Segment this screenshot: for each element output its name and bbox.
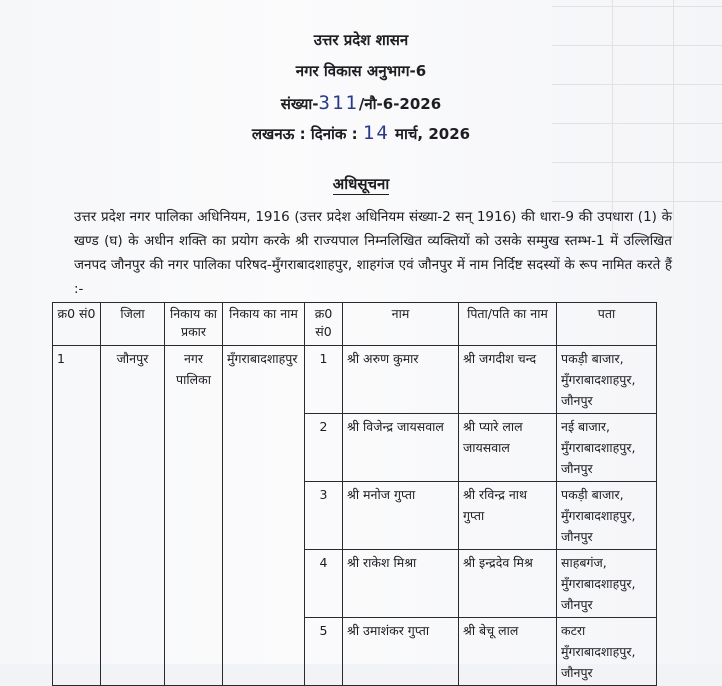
- date-label: लखनऊ : दिनांक :: [251, 125, 358, 143]
- member-sno: 4: [305, 550, 343, 618]
- member-sno: 3: [305, 482, 343, 550]
- group-sno: 1: [53, 346, 101, 686]
- member-address: पकड़ी बाजार, मुँगराबादशाहपुर, जौनपुर: [557, 346, 657, 414]
- member-father: श्री बेचू लाल: [459, 618, 557, 686]
- table-row: [53, 346, 657, 414]
- notification-paragraph: उत्तर प्रदेश नगर पालिका अधिनियम, 1916 (उत्तर प्रदेश अधिनियम संख्या-2 सन् 1916) की धारा-9 की उपधारा (1) के खण्ड (घ) के अधीन शक्ति का प्रयोग करके श्री राज्यपाल निम्नलिखित व्यक्तियों को उसके सम्मुख स्तम्भ-1 में उल्लिखित जनपद जौनपुर की नगर पालिका परिषद-मुँगराबादशाहपुर, शाहगंज एवं जौनपुर में नाम निर्दिष्ट सदस्यों के रूप नामित करते हैं :-: [74, 209, 672, 297]
- member-name: श्री मनोज गुप्ता: [343, 482, 459, 550]
- members-table: [52, 302, 657, 686]
- col-header-body-name: निकाय का नाम: [223, 303, 305, 346]
- col-header-body-type: निकाय का प्रकार: [165, 303, 223, 346]
- col-header-address: पता: [557, 303, 657, 346]
- table-header-row: [53, 303, 657, 346]
- member-sno: 5: [305, 618, 343, 686]
- number-suffix: /नौ-6-2026: [358, 95, 442, 113]
- col-header-district: जिला: [101, 303, 165, 346]
- member-father: श्री जगदीश चन्द: [459, 346, 557, 414]
- member-name: श्री विजेन्द्र जायसवाल: [343, 414, 459, 482]
- member-address: साहबगंज, मुँगराबादशाहपुर, जौनपुर: [557, 550, 657, 618]
- member-name: श्री अरुण कुमार: [343, 346, 459, 414]
- col-header-member-sno: क्र0 सं0: [305, 303, 343, 346]
- col-header-sno: क्र0 सं0: [53, 303, 101, 346]
- group-body-type: नगर पालिका: [165, 346, 223, 686]
- member-address: नई बाजार, मुँगराबादशाहपुर, जौनपुर: [557, 414, 657, 482]
- member-name: श्री उमाशंकर गुप्ता: [343, 618, 459, 686]
- header-date: [0, 122, 722, 144]
- header-number: [0, 92, 722, 114]
- date-suffix: मार्च, 2026: [395, 125, 471, 143]
- member-father: श्री रविन्द्र नाथ गुप्ता: [459, 482, 557, 550]
- number-label: संख्या-: [280, 95, 319, 113]
- group-district: जौनपुर: [101, 346, 165, 686]
- group-body-name: मुँगराबादशाहपुर: [223, 346, 305, 686]
- member-address: पकड़ी बाजार, मुँगराबादशाहपुर, जौनपुर: [557, 482, 657, 550]
- col-header-name: नाम: [343, 303, 459, 346]
- member-sno: 1: [305, 346, 343, 414]
- header-govt: उत्तर प्रदेश शासन: [313, 31, 409, 49]
- member-address: कटरा मुँगराबादशाहपुर, जौनपुर: [557, 618, 657, 686]
- number-handwritten: 311: [318, 92, 359, 114]
- member-sno: 2: [305, 414, 343, 482]
- member-father: श्री प्यारे लाल जायसवाल: [459, 414, 557, 482]
- member-name: श्री राकेश मिश्रा: [343, 550, 459, 618]
- date-handwritten: 14: [362, 122, 390, 144]
- header-section: नगर विकास अनुभाग-6: [295, 62, 427, 80]
- col-header-father: पिता/पति का नाम: [459, 303, 557, 346]
- notification-title: अधिसूचना: [332, 175, 390, 193]
- member-father: श्री इन्द्रदेव मिश्र: [459, 550, 557, 618]
